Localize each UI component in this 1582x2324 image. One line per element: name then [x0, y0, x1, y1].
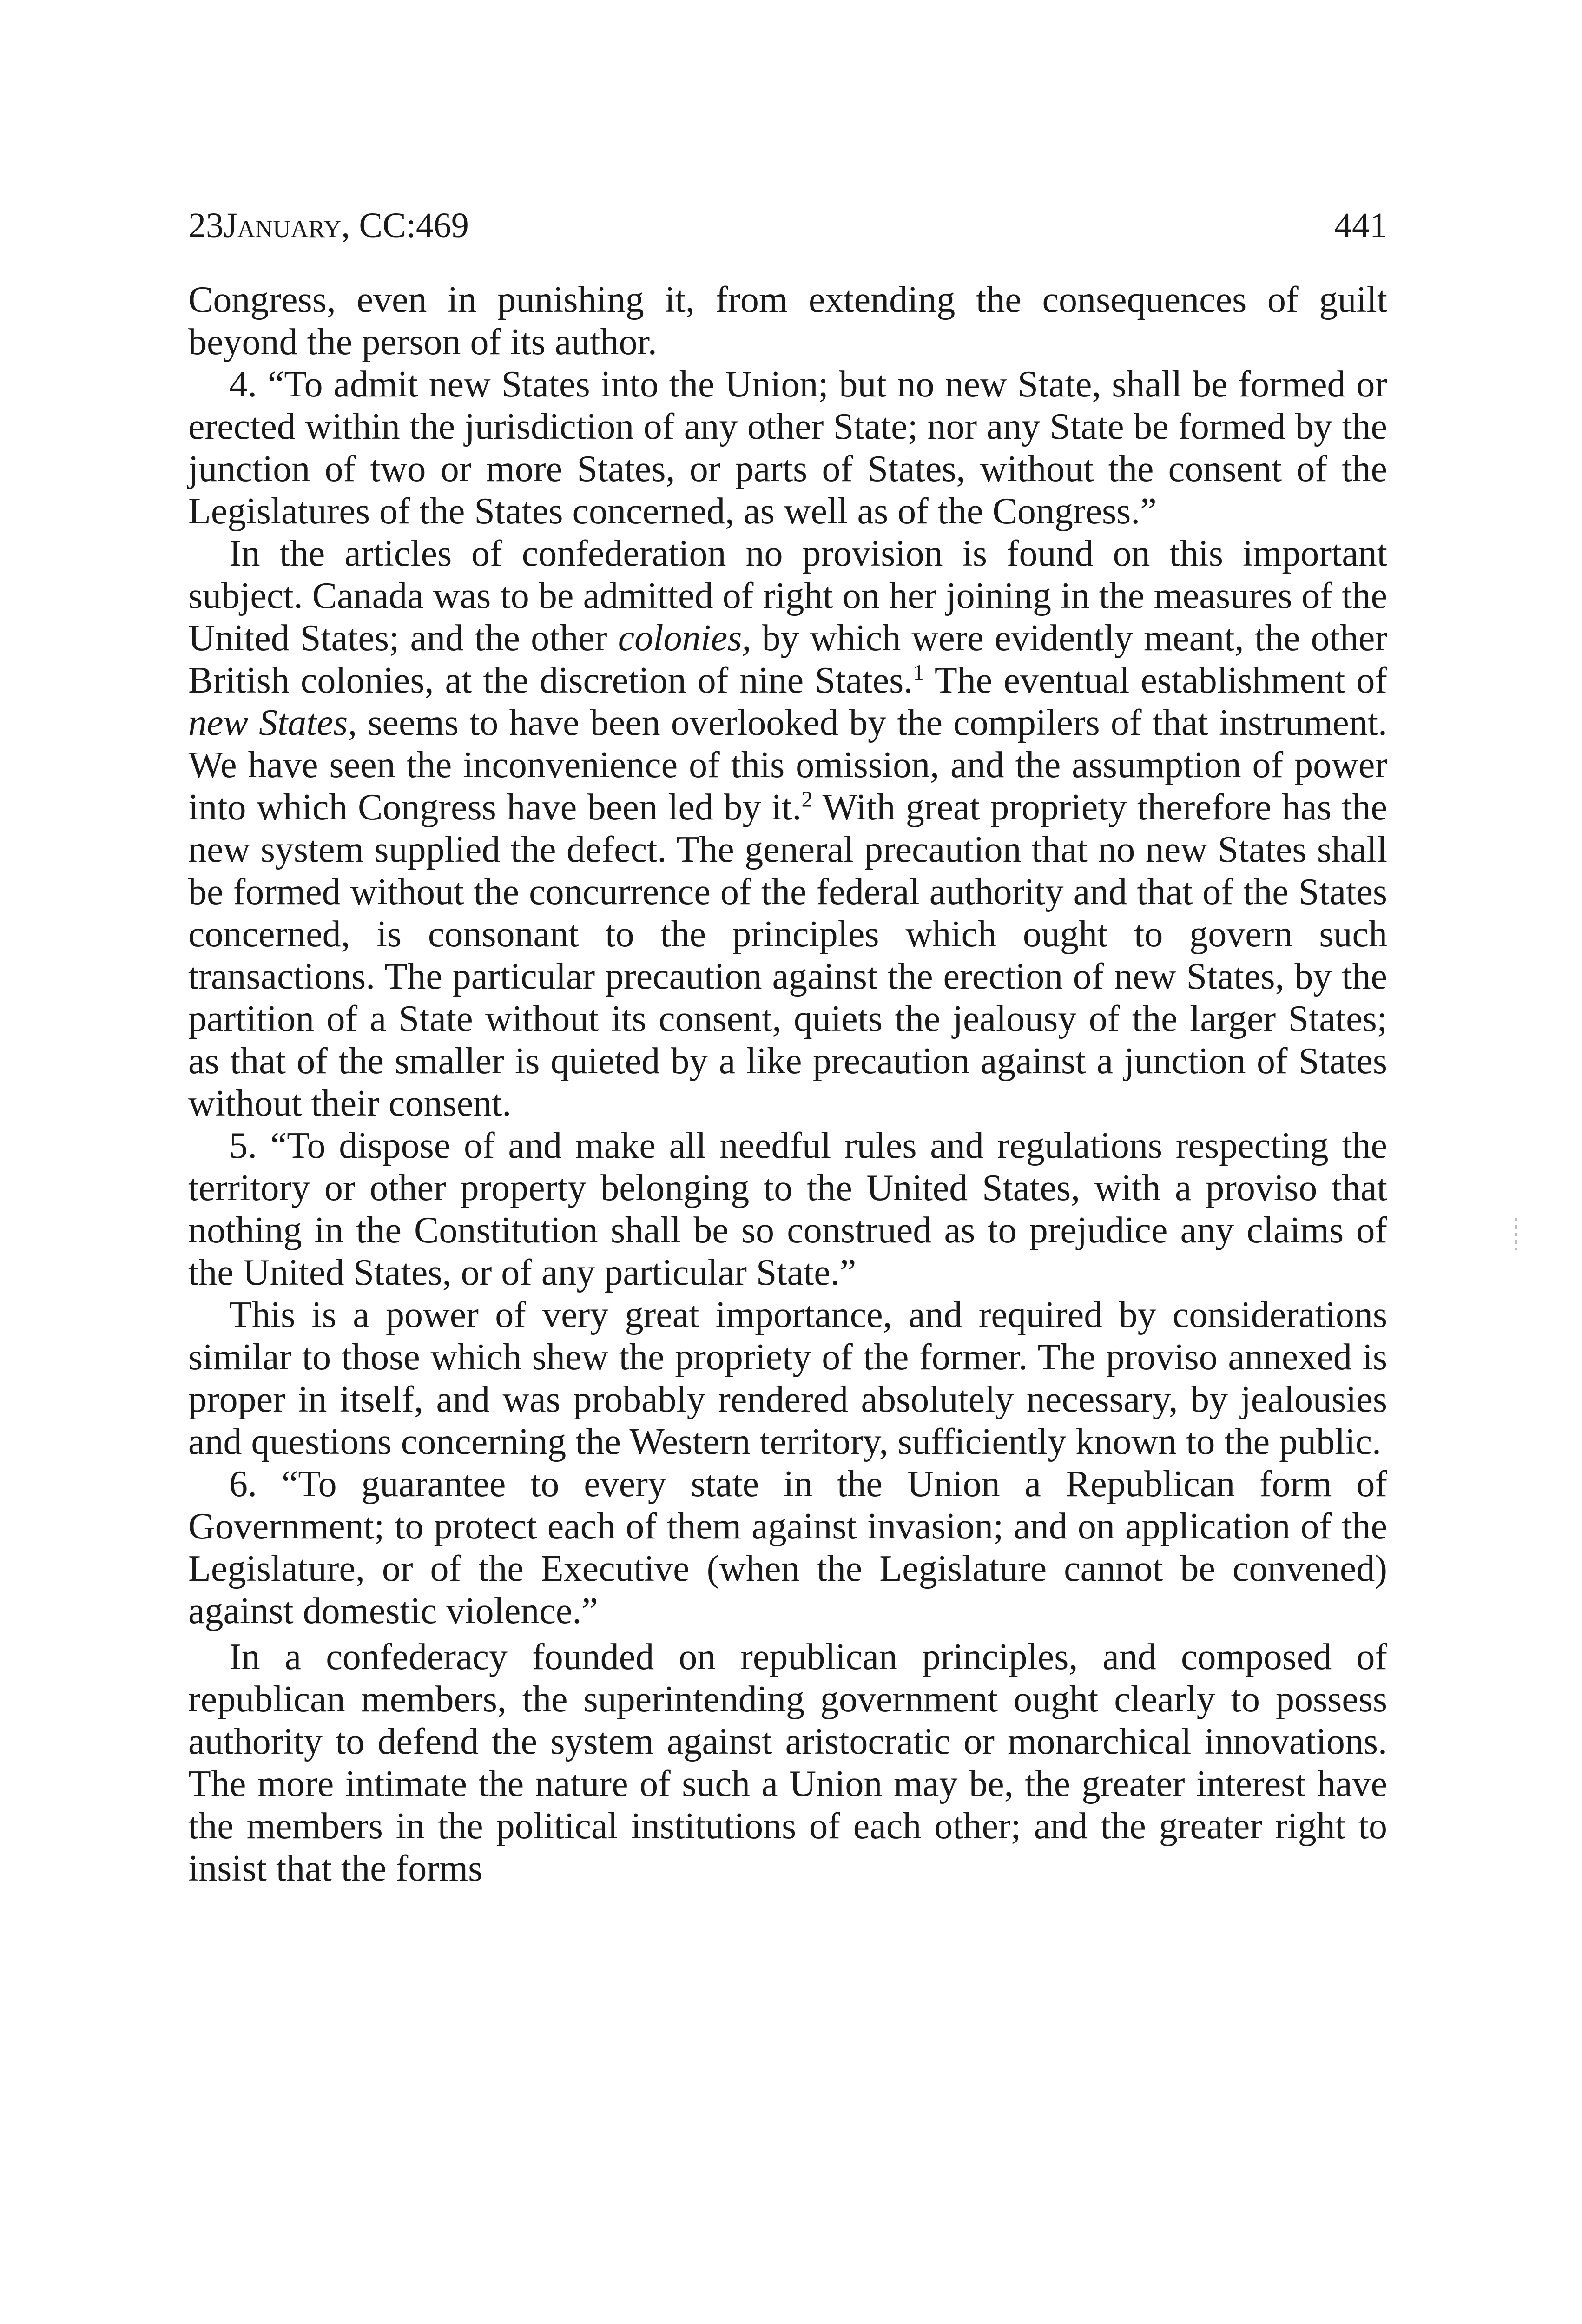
text-segment: seems to have been overlooked by the compilers of that instrument. We have seen the inconvenience of this omission, and the assumption of power into which Congress have been led by it.: [188, 702, 1388, 828]
text-segment: With great propriety therefore has the new system supplied the defect. The general precaution that no new States shall be formed without the concurrence of the federal authority and that of the States concerned, is consonant to the principles which ought to govern such transactions. The particular precaution against the erection of new States, by the partition of a State without its consent, quiets the jealousy of the larger States; as that of the smaller is quieted by a like precaution against a junction of States without their consent.: [188, 787, 1388, 1124]
page-number: 441: [1334, 206, 1387, 245]
paragraph-clause-5: 5. “To dispose of and make all needful rules and regulations respecting the territory or other property belonging to the United States, with a proviso that nothing in the Constitution shall be so construed as to prejudice any claims of the United States, or of any particular State.”: [188, 1125, 1387, 1293]
paragraph-commentary-republican: In a confederacy founded on republican principles, and composed of republican members, the superintending government ought clearly to possess authority to defend the system against aristocratic or monarchical innovations. The more intimate the nature of such a Union may be, the greater interest have the members in the political institutions of each other; and the greater right to insist that the forms: [188, 1637, 1387, 1889]
paragraph-commentary-new-states: [188, 533, 1387, 1125]
scan-margin-mark: [1515, 1218, 1517, 1250]
header-date-month: January: [224, 206, 342, 245]
body-text: [188, 279, 1387, 1890]
text-segment: In the articles of confederation no provision is found on this important subject. Canada was to be admitted of right on her joining in the measures of the United States; and the other: [188, 533, 1387, 659]
running-head-left: 23January, CC:469: [188, 206, 469, 245]
paragraph-continuation: Congress, even in punishing it, from extending the consequences of guilt beyond the person of its author.: [188, 279, 1387, 363]
footnote-marker-1: 1: [913, 660, 924, 685]
book-page: [188, 205, 1387, 1890]
header-date-number: 23: [188, 206, 224, 245]
italic-term-colonies: colonies,: [618, 618, 751, 659]
footnote-marker-2: 2: [801, 787, 813, 812]
paragraph-clause-4: 4. “To admit new States into the Union; but no new State, shall be formed or erected within the jurisdiction of any other State; nor any State be formed by the junction of two or more States, or parts of States, without the consent of the Legislatures of the States concerned, as well as of the Congress.”: [188, 364, 1387, 532]
running-head: [188, 205, 1387, 246]
paragraph-commentary-territory: This is a power of very great importance, and required by considerations similar to those which shew the propriety of the former. The proviso annexed is proper in itself, and was probably rendered absolutely necessary, by jealousies and questions concerning the Western territory, sufficiently known to the public.: [188, 1294, 1387, 1462]
italic-term-new-states: new States,: [188, 702, 357, 743]
text-segment: by which were evidently meant, the other British colonies, at the discretion of nine States.: [188, 618, 1387, 701]
paragraph-clause-6: 6. “To guarantee to every state in the Union a Republican form of Government; to protect each of them against invasion; and on application of the Legislature, or of the Executive (when the Legislature cannot be convened) against domestic violence.”: [188, 1464, 1387, 1631]
text-segment: The eventual establishment of: [924, 660, 1388, 701]
header-document-ref: CC:469: [359, 206, 469, 245]
